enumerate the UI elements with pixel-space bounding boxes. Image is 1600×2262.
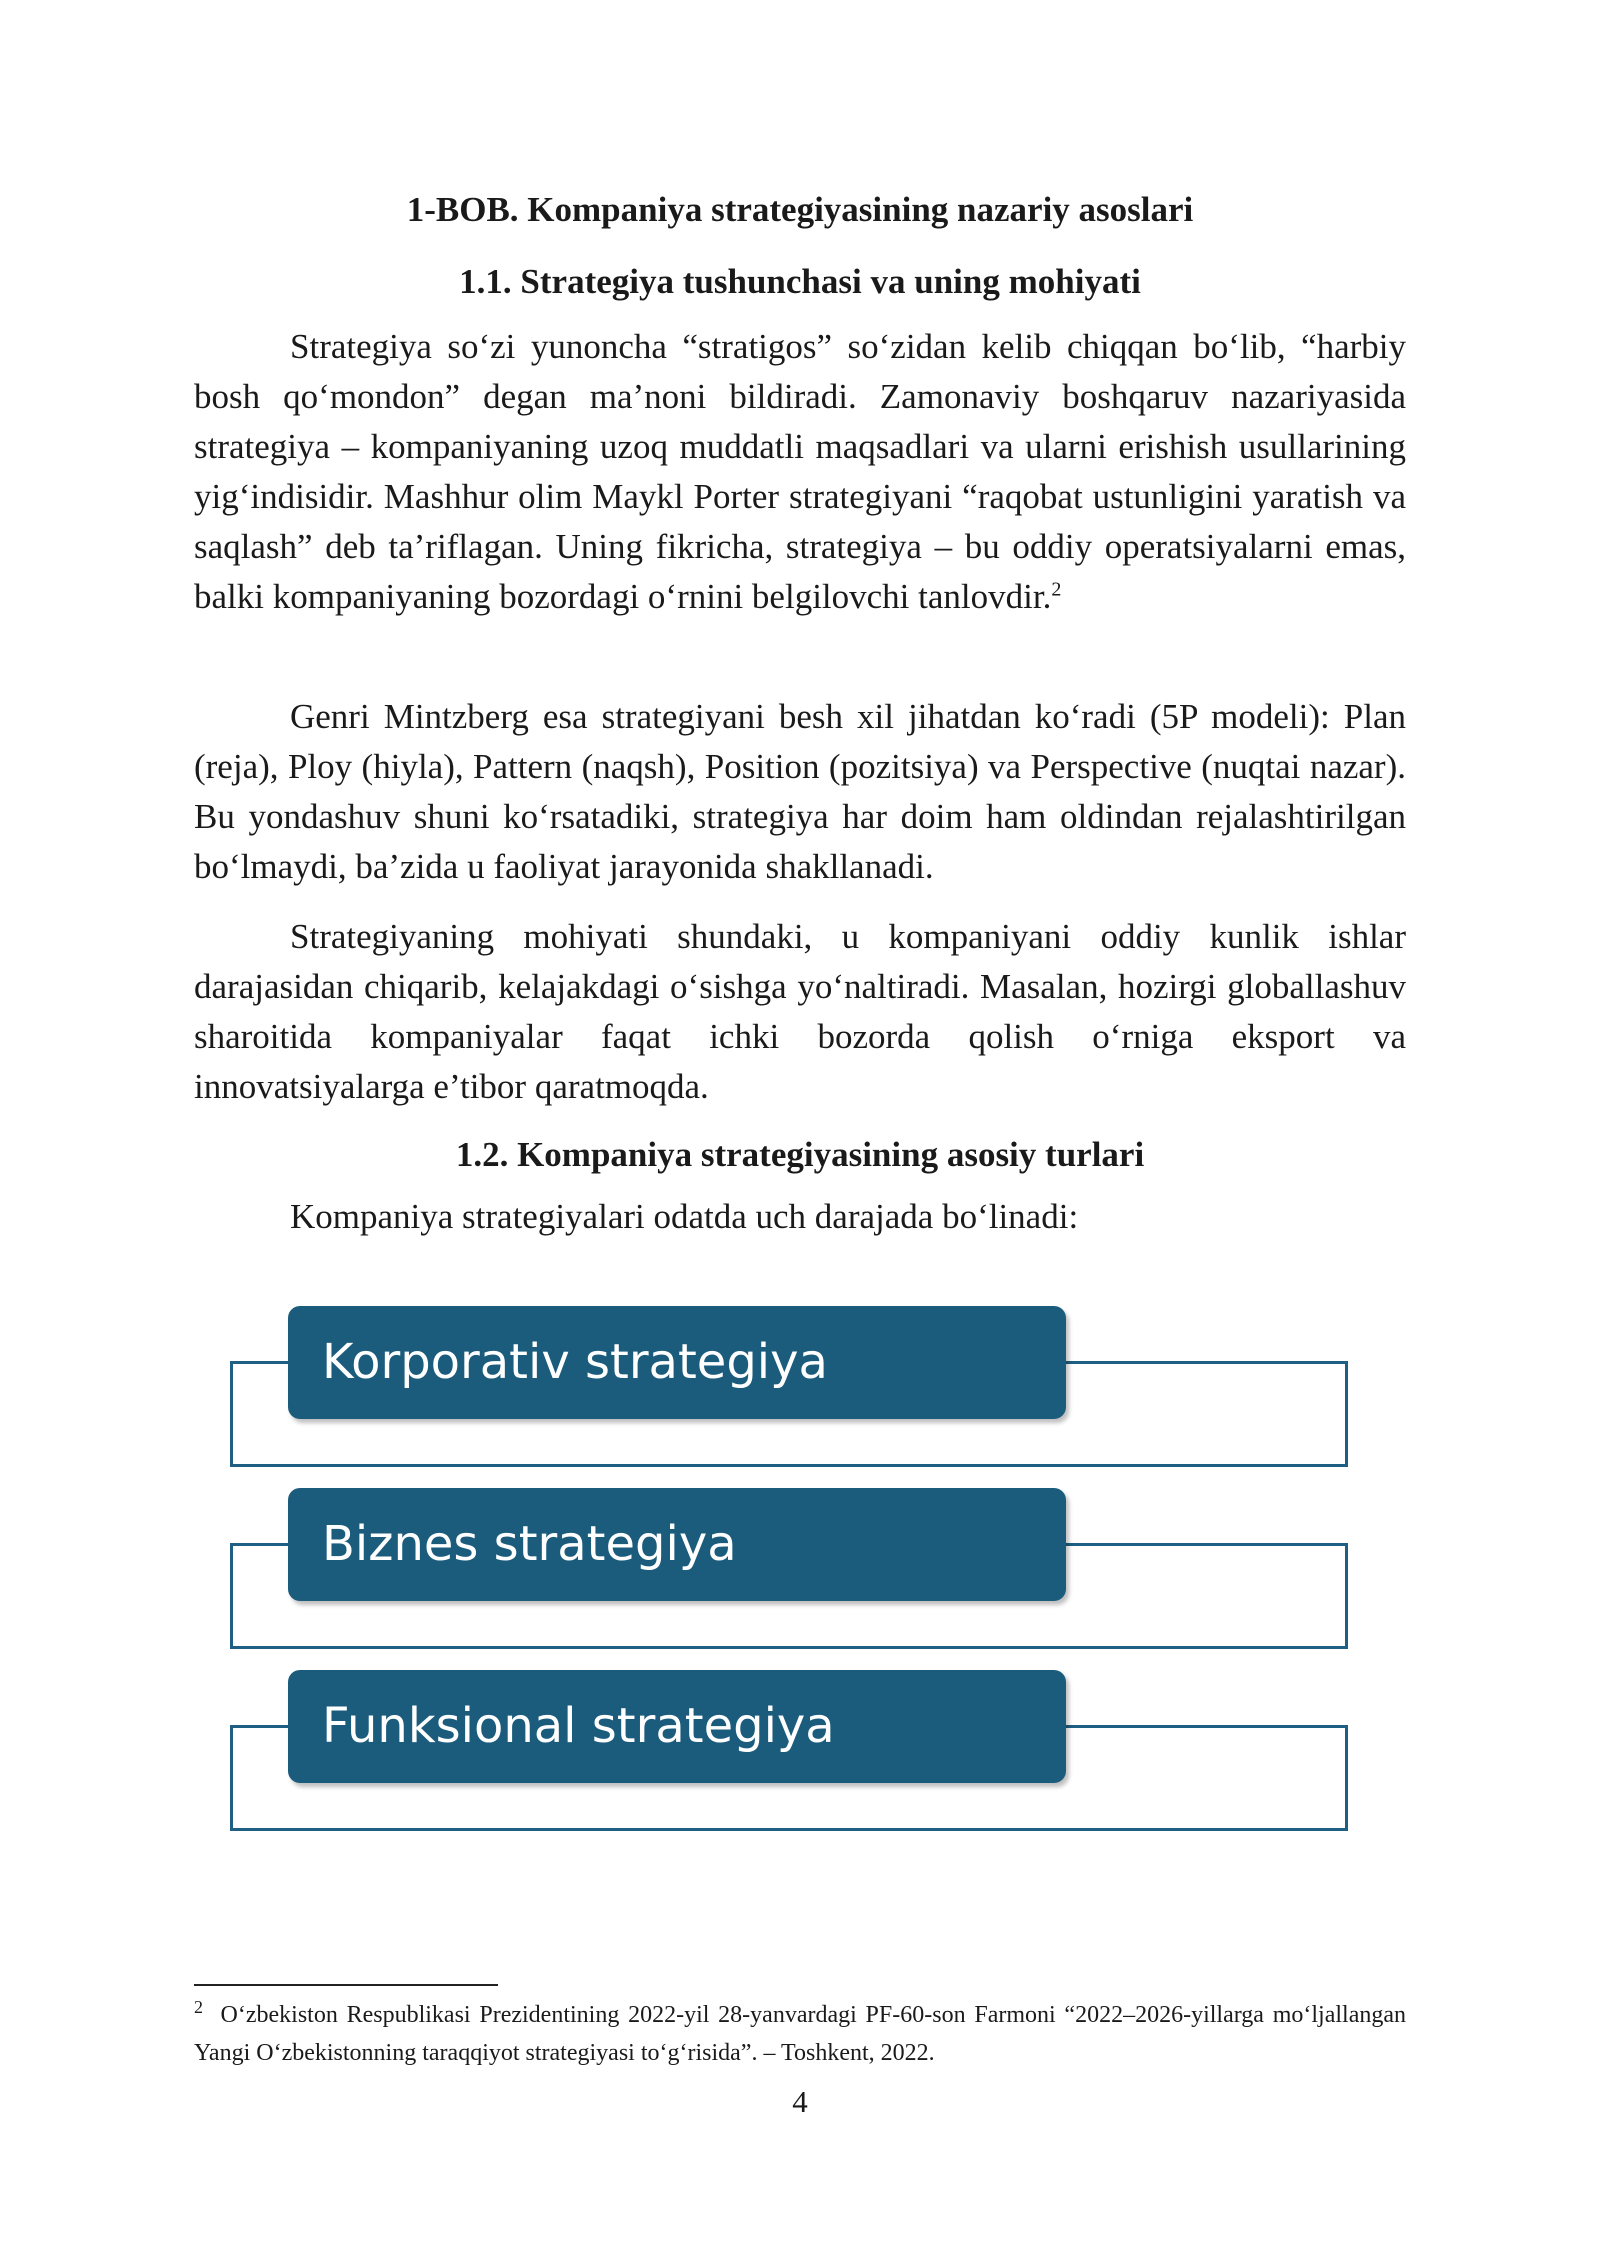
footnote [194, 1996, 1406, 2072]
tier-box-functional: Funksional strategiya [288, 1670, 1066, 1783]
paragraph-3: Strategiyaning mohiyati shundaki, u kompaniyani oddiy kunlik ishlar darajasidan chiqarib, kelajakdagi o‘sishga yo‘naltiradi. Masalan, hozirgi globallashuv sharoitida kompaniyalar faqat ichki bozorda qolish o‘rniga eksport va innovatsiyalarga e’tibor qaratmoqda. [194, 917, 1406, 1106]
tier-frame-top-left [230, 1725, 290, 1728]
tier-box-business: Biznes strategiya [288, 1488, 1066, 1601]
footnote-text: O‘zbekiston Respublikasi Prezidentining 2022-yil 28-yanvardagi PF-60-son Farmoni “2022–2026-yillarga mo‘ljallangan Yangi O‘zbekistonning taraqqiyot strategiyasi to‘g‘risida”. – Toshkent, 2022. [194, 2002, 1406, 2066]
tier-frame-top-right [1066, 1725, 1348, 1728]
footnote-reference[interactable]: 2 [1051, 578, 1062, 601]
section-title-1-1: 1.1. Strategiya tushunchasi va uning mohiyati [459, 262, 1141, 301]
section-2-intro: Kompaniya strategiyalari odatda uch darajada bo‘linadi: [290, 1197, 1079, 1236]
paragraph-1-text: Strategiya so‘zi yunoncha “stratigos” so‘zidan kelib chiqqan bo‘lib, “harbiy bosh qo‘mondon” degan ma’noni bildiradi. Zamonaviy boshqaruv nazariyasida strategiya – kompaniyaning uzoq muddatli maqsadlari va ularni erishish usullarining yig‘indisidir. Mashhur olim Maykl Porter strategiyani “raqobat ustunligini yaratish va saqlash” deb ta’riflagan. Uning fikricha, strategiya – bu oddiy operatsiyalarni emas, balki kompaniyaning bozordagi o‘rnini belgilovchi tanlovdir. [194, 327, 1406, 616]
paragraph-1 [194, 322, 1406, 622]
paragraph-2: Genri Mintzberg esa strategiyani besh xil jihatdan ko‘radi (5P modeli): Plan (reja), Ploy (hiyla), Pattern (naqsh), Position (pozitsiya) va Perspective (nuqtai nazar). Bu yondashuv shuni ko‘rsatadiki, strategiya har doim ham oldindan rejalashtirilgan bo‘lmaydi, ba’zida u faoliyat jarayonida shakllanadi. [194, 697, 1406, 886]
footnote-number: 2 [194, 1997, 203, 2017]
tier-frame-top-right [1066, 1361, 1348, 1364]
footnote-separator [194, 1984, 498, 1986]
tier-frame-top-left [230, 1361, 290, 1364]
page-number: 4 [792, 2084, 808, 2119]
section-title-1-2: 1.2. Kompaniya strategiyasining asosiy turlari [455, 1135, 1145, 1174]
chapter-title: 1-BOB. Kompaniya strategiyasining nazariy asoslari [406, 190, 1194, 229]
tier-frame-top-right [1066, 1543, 1348, 1546]
tier-frame-top-left [230, 1543, 290, 1546]
tier-box-corporate: Korporativ strategiya [288, 1306, 1066, 1419]
